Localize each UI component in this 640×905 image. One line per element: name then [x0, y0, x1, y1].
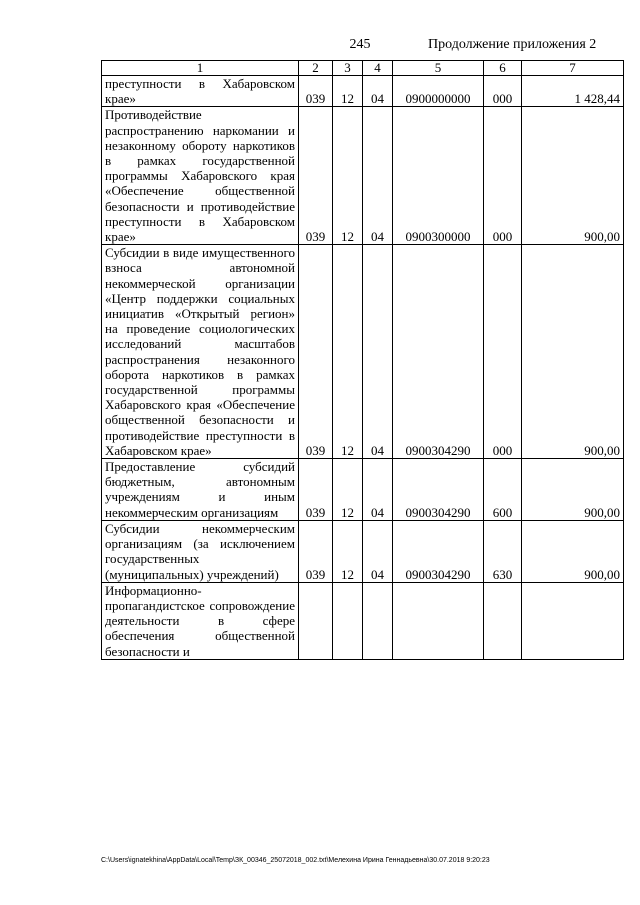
cell-section: 12	[333, 107, 363, 245]
cell-subsection: 04	[363, 76, 393, 107]
cell-target-article: 0900304290	[393, 245, 484, 459]
cell-amount: 900,00	[522, 107, 624, 245]
column-header: 3	[333, 61, 363, 76]
cell-section: 12	[333, 459, 363, 521]
cell-target-article: 0900304290	[393, 459, 484, 521]
row-name: Субсидии в виде имущественного взноса автономной некоммерческой организации «Центр поддержки социальных инициатив «Открытый регион» на проведение социологических исследований масштабов распространения незаконного оборота наркотиков в рамках государственной программы Хабаровского края «Обеспечение общественной безопасности и противодействие преступности в Хабаровском крае»	[102, 245, 299, 459]
cell-subsection: 04	[363, 459, 393, 521]
cell-ministry: 039	[299, 76, 333, 107]
cell-amount	[522, 582, 624, 659]
cell-section	[333, 582, 363, 659]
cell-ministry: 039	[299, 520, 333, 582]
table-row	[102, 459, 624, 521]
row-name: Предоставление субсидий бюджетным, автономным учреждениям и иным некоммерческим организациям	[102, 459, 299, 521]
cell-expense-type: 000	[484, 76, 522, 107]
cell-ministry: 039	[299, 459, 333, 521]
table-row	[102, 107, 624, 245]
table-header-row	[102, 61, 624, 76]
cell-subsection	[363, 582, 393, 659]
cell-ministry: 039	[299, 245, 333, 459]
file-path-footer: C:\Users\ignatekhina\AppData\Local\Temp\ЗК_00346_25072018_002.txt\Мелехина Ирина Геннадьевна\30.07.2018 9:20:23	[101, 857, 490, 864]
row-name: преступности в Хабаровском крае»	[102, 76, 299, 107]
row-name: Противодействие распространению наркомании и незаконному обороту наркотиков в рамках государственной программы Хабаровского края «Обеспечение общественной безопасности и противодействие преступности в Хабаровском крае»	[102, 107, 299, 245]
cell-amount: 900,00	[522, 245, 624, 459]
cell-amount: 900,00	[522, 520, 624, 582]
cell-ministry: 039	[299, 107, 333, 245]
cell-ministry	[299, 582, 333, 659]
cell-target-article	[393, 582, 484, 659]
cell-section: 12	[333, 76, 363, 107]
continuation-label: Продолжение приложения 2	[428, 37, 597, 52]
column-header: 5	[393, 61, 484, 76]
cell-subsection: 04	[363, 520, 393, 582]
budget-table	[101, 60, 624, 660]
column-header: 1	[102, 61, 299, 76]
column-header: 4	[363, 61, 393, 76]
cell-expense-type	[484, 582, 522, 659]
table-row	[102, 582, 624, 659]
cell-expense-type: 000	[484, 107, 522, 245]
cell-amount: 1 428,44	[522, 76, 624, 107]
table-row	[102, 520, 624, 582]
cell-target-article: 0900000000	[393, 76, 484, 107]
row-name: Субсидии некоммерческим организациям (за исключением государственных (муниципальных) учреждений)	[102, 520, 299, 582]
cell-target-article: 0900304290	[393, 520, 484, 582]
cell-expense-type: 630	[484, 520, 522, 582]
row-name: Информационно-пропагандистское сопровождение деятельности в сфере обеспечения общественной безопасности и	[102, 582, 299, 659]
cell-subsection: 04	[363, 245, 393, 459]
cell-amount: 900,00	[522, 459, 624, 521]
cell-section: 12	[333, 245, 363, 459]
column-header: 2	[299, 61, 333, 76]
cell-section: 12	[333, 520, 363, 582]
table-row	[102, 76, 624, 107]
cell-expense-type: 000	[484, 245, 522, 459]
cell-expense-type: 600	[484, 459, 522, 521]
page-number: 245	[349, 37, 371, 52]
cell-subsection: 04	[363, 107, 393, 245]
column-header: 7	[522, 61, 624, 76]
cell-target-article: 0900300000	[393, 107, 484, 245]
table-row	[102, 245, 624, 459]
column-header: 6	[484, 61, 522, 76]
